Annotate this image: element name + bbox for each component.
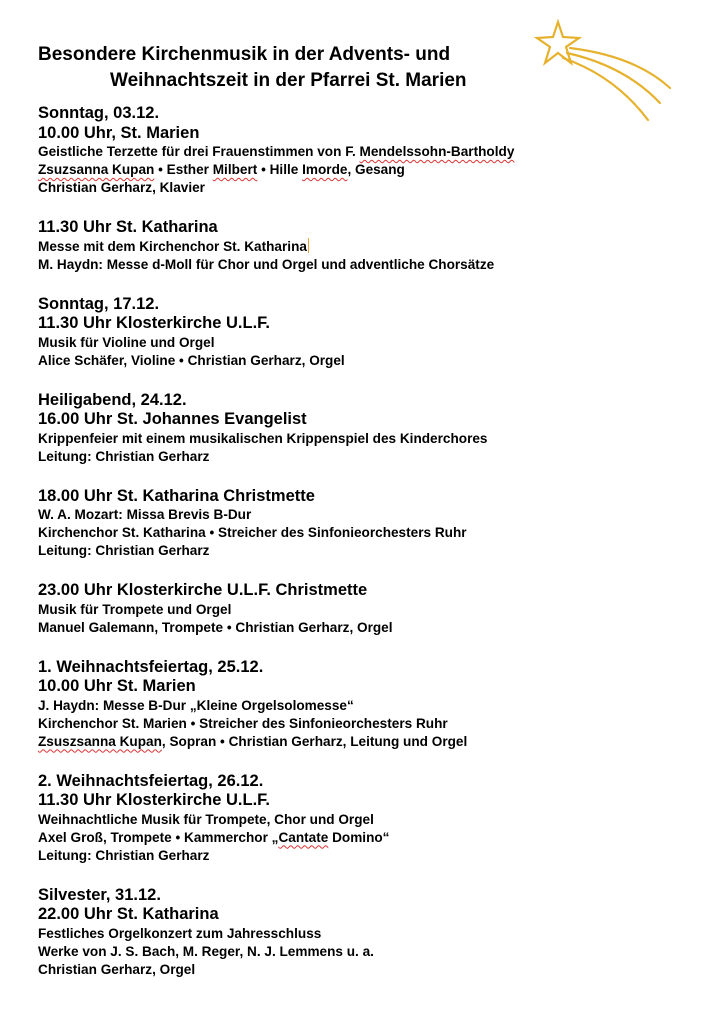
event-detail: Zsuszsanna Kupan, Sopran • Christian Gerharz, Leitung und Orgel	[38, 733, 468, 749]
event-block	[38, 772, 688, 865]
event-heading: 11.30 Uhr Klosterkirche U.L.F.	[38, 314, 271, 332]
event-block	[38, 218, 688, 274]
event-detail: J. Haydn: Messe B-Dur „Kleine Orgelsolomesse“	[38, 697, 354, 713]
event-heading: 18.00 Uhr St. Katharina Christmette	[38, 486, 315, 505]
event-block	[38, 295, 688, 370]
event-detail: Leitung: Christian Gerharz	[38, 543, 210, 558]
event-detail: Messe mit dem Kirchenchor St. Katharina	[38, 238, 307, 254]
event-heading: 10.00 Uhr St. Marien	[38, 677, 196, 695]
event-heading: 11.30 Uhr Klosterkirche U.L.F.	[38, 791, 271, 809]
event-detail: Musik für Violine und Orgel	[38, 334, 215, 350]
event-block	[38, 487, 688, 561]
event-heading: Sonntag, 03.12.	[38, 104, 160, 122]
event-block	[38, 658, 688, 751]
event-detail: Leitung: Christian Gerharz	[38, 448, 210, 464]
event-block	[38, 886, 688, 979]
event-heading: 23.00 Uhr Klosterkirche U.L.F. Christmette	[38, 581, 368, 599]
event-detail: Werke von J. S. Bach, M. Reger, N. J. Lemmens u. a.	[38, 943, 374, 959]
event-list	[38, 104, 688, 1000]
event-heading: 11.30 Uhr St. Katharina	[38, 218, 218, 236]
event-detail: Alice Schäfer, Violine • Christian Gerharz, Orgel	[38, 352, 345, 368]
event-detail: Krippenfeier mit einem musikalischen Krippenspiel des Kinderchores	[38, 430, 488, 446]
event-detail: Kirchenchor St. Katharina • Streicher des Sinfonieorchesters Ruhr	[38, 525, 467, 540]
event-detail: Geistliche Terzette für drei Frauenstimmen von F. Mendelssohn-Bartholdy	[38, 144, 515, 159]
event-detail: Zsuzsanna Kupan • Esther Milbert • Hille Imorde, Gesang	[38, 162, 405, 177]
event-detail: Kirchenchor St. Marien • Streicher des Sinfonieorchesters Ruhr	[38, 715, 448, 731]
event-detail: W. A. Mozart: Missa Brevis B-Dur	[38, 507, 252, 522]
event-heading: Silvester, 31.12.	[38, 885, 161, 904]
event-detail: Christian Gerharz, Klavier	[38, 180, 205, 195]
title-line-1: Besondere Kirchenmusik in der Advents- und	[38, 44, 451, 65]
event-detail: Axel Groß, Trompete • Kammerchor „Cantate Domino“	[38, 829, 390, 845]
event-block	[38, 104, 688, 197]
event-detail: Weihnachtliche Musik für Trompete, Chor und Orgel	[38, 811, 374, 827]
event-detail: Musik für Trompete und Orgel	[38, 601, 232, 617]
event-heading: Heiligabend, 24.12.	[38, 390, 187, 409]
event-heading: 2. Weihnachtsfeiertag, 26.12.	[38, 771, 264, 790]
page-title	[38, 42, 467, 94]
event-heading: 1. Weihnachtsfeiertag, 25.12.	[38, 657, 264, 676]
event-detail: Festliches Orgelkonzert zum Jahresschluss	[38, 925, 322, 941]
text-cursor	[308, 238, 309, 253]
event-detail: Christian Gerharz, Orgel	[38, 961, 196, 977]
event-heading: 10.00 Uhr, St. Marien	[38, 123, 200, 142]
event-block	[38, 391, 688, 466]
event-block	[38, 581, 688, 637]
event-heading: 16.00 Uhr St. Johannes Evangelist	[38, 410, 307, 428]
event-detail: M. Haydn: Messe d-Moll für Chor und Orgel und adventliche Chorsätze	[38, 256, 495, 272]
event-heading: 22.00 Uhr St. Katharina	[38, 905, 219, 923]
event-detail: Manuel Galemann, Trompete • Christian Gerharz, Orgel	[38, 619, 393, 635]
title-line-2: Weihnachtszeit in der Pfarrei St. Marien	[110, 70, 467, 91]
event-heading: Sonntag, 17.12.	[38, 294, 160, 313]
event-detail: Leitung: Christian Gerharz	[38, 847, 210, 863]
